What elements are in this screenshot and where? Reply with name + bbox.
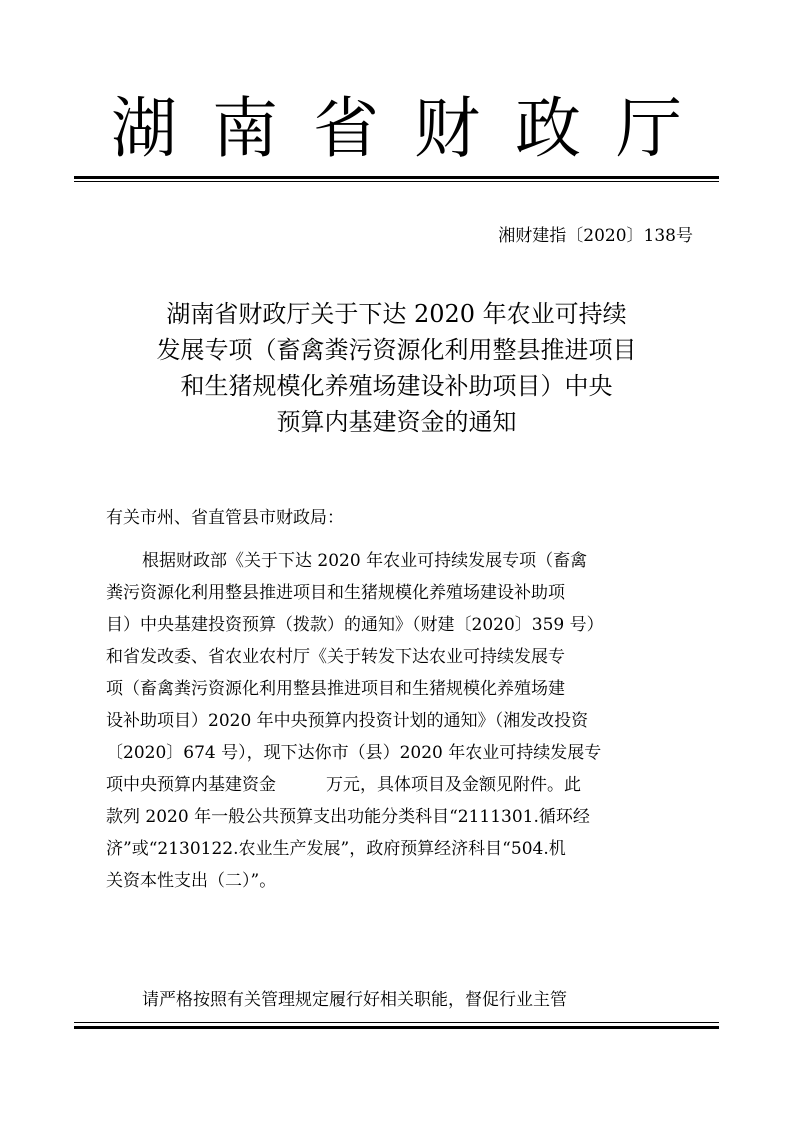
paragraph-line: 和省发改委、省农业农村厅《关于转发下达农业可持续发展专 bbox=[106, 647, 565, 667]
paragraph-line: 设补助项目）2020 年中央预算内投资计划的通知》（湘发改投资 bbox=[106, 711, 589, 731]
paragraph-line bbox=[106, 769, 690, 801]
footer-rule-thin bbox=[74, 1022, 719, 1023]
paragraph-line: 济”或“2130122.农业生产发展”，政府预算经济科目“504.机 bbox=[106, 839, 566, 859]
document-number: 湘财建指〔2020〕138号 bbox=[498, 226, 693, 246]
body-paragraph bbox=[106, 545, 690, 897]
salutation: 有关市州、省直管县市财政局： bbox=[106, 508, 344, 528]
paragraph-line: 〔2020〕674 号），现下达你市（县）2020 年农业可持续发展专 bbox=[106, 743, 602, 763]
paragraph-line: 项（畜禽粪污资源化利用整县推进项目和生猪规模化养殖场建 bbox=[106, 679, 565, 699]
paragraph-line: 款列 2020 年一般公共预算支出功能分类科目“2111301.循环经 bbox=[106, 807, 590, 827]
amount-line-end: 万元，具体项目及金额见附件。此 bbox=[326, 775, 581, 795]
title-line: 和生猪规模化养殖场建设补助项目）中央 bbox=[180, 372, 613, 400]
header-rule-thin bbox=[74, 181, 719, 182]
title-line: 预算内基建资金的通知 bbox=[276, 408, 517, 436]
paragraph-line: 粪污资源化利用整县推进项目和生猪规模化养殖场建设补助项 bbox=[106, 583, 565, 603]
title-line: 湖南省财政厅关于下达 2020 年农业可持续 bbox=[166, 300, 627, 328]
paragraph-line: 请严格按照有关管理规定履行好相关职能，督促行业主管 bbox=[142, 990, 567, 1010]
footer-rule-thick bbox=[74, 1026, 719, 1029]
title-line: 发展专项（畜禽粪污资源化利用整县推进项目 bbox=[156, 336, 637, 364]
body-paragraph bbox=[106, 984, 690, 1016]
amount-line-start: 项中央预算内基建资金 bbox=[106, 775, 276, 795]
paragraph-line: 目）中央基建投资预算（拨款）的通知》（财建〔2020〕359 号） bbox=[106, 615, 604, 635]
agency-name: 湖南省财政厅 bbox=[111, 90, 717, 167]
paragraph-line: 关资本性支出（二）”。 bbox=[106, 871, 277, 891]
paragraph-line: 根据财政部《关于下达 2020 年农业可持续发展专项（畜禽 bbox=[142, 551, 588, 571]
document-title bbox=[74, 296, 719, 440]
agency-masthead bbox=[74, 88, 719, 170]
header-rule-thick bbox=[74, 176, 719, 179]
